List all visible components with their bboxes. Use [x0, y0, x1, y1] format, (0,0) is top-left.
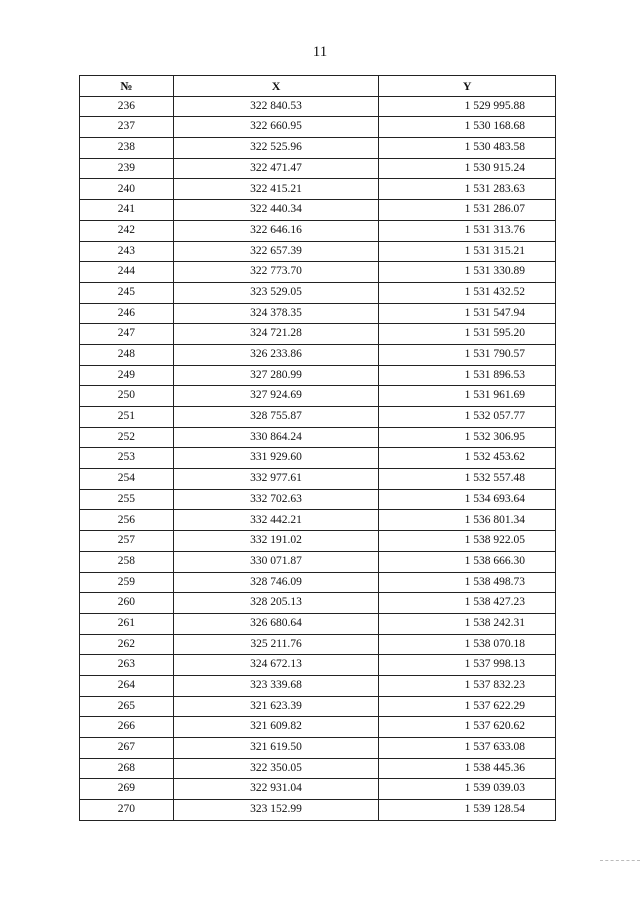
cell-x: 322 931.04: [173, 779, 379, 800]
table-row: [80, 262, 556, 283]
table-row: [80, 655, 556, 676]
cell-number: 245: [80, 282, 174, 303]
table-row: [80, 138, 556, 159]
cell-y: 1 532 557.48: [379, 469, 556, 490]
cell-x: 331 929.60: [173, 448, 379, 469]
table-row: [80, 779, 556, 800]
cell-y: 1 531 313.76: [379, 220, 556, 241]
cell-number: 241: [80, 200, 174, 221]
table-row: [80, 386, 556, 407]
cell-y: 1 532 057.77: [379, 407, 556, 428]
cell-y: 1 531 283.63: [379, 179, 556, 200]
cell-y: 1 531 595.20: [379, 324, 556, 345]
cell-x: 327 924.69: [173, 386, 379, 407]
table-row: [80, 241, 556, 262]
cell-x: 332 191.02: [173, 531, 379, 552]
table-row: [80, 344, 556, 365]
cell-y: 1 538 666.30: [379, 551, 556, 572]
cell-y: 1 537 998.13: [379, 655, 556, 676]
table-row: [80, 696, 556, 717]
cell-number: 240: [80, 179, 174, 200]
cell-y: 1 530 915.24: [379, 158, 556, 179]
cell-y: 1 539 039.03: [379, 779, 556, 800]
cell-y: 1 531 896.53: [379, 365, 556, 386]
cell-number: 255: [80, 489, 174, 510]
cell-y: 1 537 633.08: [379, 738, 556, 759]
cell-y: 1 536 801.34: [379, 510, 556, 531]
cell-number: 236: [80, 96, 174, 117]
table-row: [80, 303, 556, 324]
table-row: [80, 572, 556, 593]
table-row: [80, 593, 556, 614]
cell-x: 322 471.47: [173, 158, 379, 179]
cell-x: 332 442.21: [173, 510, 379, 531]
cell-x: 324 378.35: [173, 303, 379, 324]
table-row: [80, 324, 556, 345]
table-row: [80, 365, 556, 386]
cell-x: 330 864.24: [173, 427, 379, 448]
cell-y: 1 538 070.18: [379, 634, 556, 655]
cell-x: 321 609.82: [173, 717, 379, 738]
cell-x: 330 071.87: [173, 551, 379, 572]
page-number: 11: [312, 44, 328, 60]
coordinates-table: [79, 75, 556, 821]
cell-x: 327 280.99: [173, 365, 379, 386]
cell-number: 242: [80, 220, 174, 241]
cell-number: 254: [80, 469, 174, 490]
cell-number: 264: [80, 675, 174, 696]
cell-x: 322 525.96: [173, 138, 379, 159]
table-row: [80, 220, 556, 241]
cell-y: 1 537 832.23: [379, 675, 556, 696]
cell-number: 256: [80, 510, 174, 531]
cell-x: 322 660.95: [173, 117, 379, 138]
header-number: №: [80, 76, 174, 97]
cell-number: 250: [80, 386, 174, 407]
table-row: [80, 531, 556, 552]
cell-y: 1 530 168.68: [379, 117, 556, 138]
cell-x: 322 415.21: [173, 179, 379, 200]
cell-y: 1 531 961.69: [379, 386, 556, 407]
cell-x: 332 977.61: [173, 469, 379, 490]
cell-number: 270: [80, 800, 174, 821]
scan-edge-mark: [600, 860, 640, 863]
cell-number: 266: [80, 717, 174, 738]
cell-x: 322 350.05: [173, 758, 379, 779]
table-body: [80, 96, 556, 820]
cell-x: 321 623.39: [173, 696, 379, 717]
cell-y: 1 532 306.95: [379, 427, 556, 448]
table-row: [80, 738, 556, 759]
cell-number: 244: [80, 262, 174, 283]
cell-number: 259: [80, 572, 174, 593]
cell-y: 1 539 128.54: [379, 800, 556, 821]
cell-number: 237: [80, 117, 174, 138]
cell-y: 1 531 547.94: [379, 303, 556, 324]
cell-y: 1 531 432.52: [379, 282, 556, 303]
cell-y: 1 538 445.36: [379, 758, 556, 779]
cell-number: 246: [80, 303, 174, 324]
cell-y: 1 530 483.58: [379, 138, 556, 159]
cell-x: 323 529.05: [173, 282, 379, 303]
table-row: [80, 634, 556, 655]
table-row: [80, 200, 556, 221]
cell-y: 1 531 315.21: [379, 241, 556, 262]
cell-y: 1 537 620.62: [379, 717, 556, 738]
table-row: [80, 96, 556, 117]
cell-x: 322 840.53: [173, 96, 379, 117]
cell-x: 322 646.16: [173, 220, 379, 241]
cell-number: 239: [80, 158, 174, 179]
cell-x: 332 702.63: [173, 489, 379, 510]
cell-y: 1 529 995.88: [379, 96, 556, 117]
cell-x: 324 672.13: [173, 655, 379, 676]
table-row: [80, 158, 556, 179]
cell-x: 328 746.09: [173, 572, 379, 593]
table-header-row: [80, 76, 556, 97]
table-row: [80, 551, 556, 572]
cell-x: 328 205.13: [173, 593, 379, 614]
cell-y: 1 538 922.05: [379, 531, 556, 552]
cell-x: 322 440.34: [173, 200, 379, 221]
cell-number: 253: [80, 448, 174, 469]
table-row: [80, 489, 556, 510]
cell-y: 1 532 453.62: [379, 448, 556, 469]
cell-number: 257: [80, 531, 174, 552]
cell-x: 322 773.70: [173, 262, 379, 283]
table-row: [80, 427, 556, 448]
cell-number: 261: [80, 613, 174, 634]
table-row: [80, 717, 556, 738]
cell-y: 1 531 790.57: [379, 344, 556, 365]
table-row: [80, 675, 556, 696]
table-row: [80, 179, 556, 200]
cell-x: 324 721.28: [173, 324, 379, 345]
cell-x: 323 339.68: [173, 675, 379, 696]
cell-y: 1 538 498.73: [379, 572, 556, 593]
table-row: [80, 800, 556, 821]
cell-number: 249: [80, 365, 174, 386]
cell-number: 260: [80, 593, 174, 614]
cell-y: 1 531 286.07: [379, 200, 556, 221]
cell-number: 247: [80, 324, 174, 345]
cell-number: 248: [80, 344, 174, 365]
cell-x: 326 233.86: [173, 344, 379, 365]
cell-y: 1 538 242.31: [379, 613, 556, 634]
cell-x: 325 211.76: [173, 634, 379, 655]
cell-number: 258: [80, 551, 174, 572]
table-row: [80, 469, 556, 490]
cell-number: 267: [80, 738, 174, 759]
table-row: [80, 758, 556, 779]
cell-y: 1 537 622.29: [379, 696, 556, 717]
cell-number: 262: [80, 634, 174, 655]
cell-y: 1 531 330.89: [379, 262, 556, 283]
cell-x: 322 657.39: [173, 241, 379, 262]
table-row: [80, 117, 556, 138]
table-row: [80, 282, 556, 303]
header-y: Y: [379, 76, 556, 97]
cell-number: 243: [80, 241, 174, 262]
cell-number: 265: [80, 696, 174, 717]
cell-number: 252: [80, 427, 174, 448]
table-row: [80, 510, 556, 531]
header-x: X: [173, 76, 379, 97]
table-row: [80, 448, 556, 469]
cell-x: 321 619.50: [173, 738, 379, 759]
cell-number: 269: [80, 779, 174, 800]
cell-x: 323 152.99: [173, 800, 379, 821]
cell-number: 263: [80, 655, 174, 676]
cell-number: 238: [80, 138, 174, 159]
cell-x: 326 680.64: [173, 613, 379, 634]
cell-x: 328 755.87: [173, 407, 379, 428]
cell-number: 268: [80, 758, 174, 779]
table-row: [80, 613, 556, 634]
table-row: [80, 407, 556, 428]
cell-y: 1 538 427.23: [379, 593, 556, 614]
cell-y: 1 534 693.64: [379, 489, 556, 510]
cell-number: 251: [80, 407, 174, 428]
